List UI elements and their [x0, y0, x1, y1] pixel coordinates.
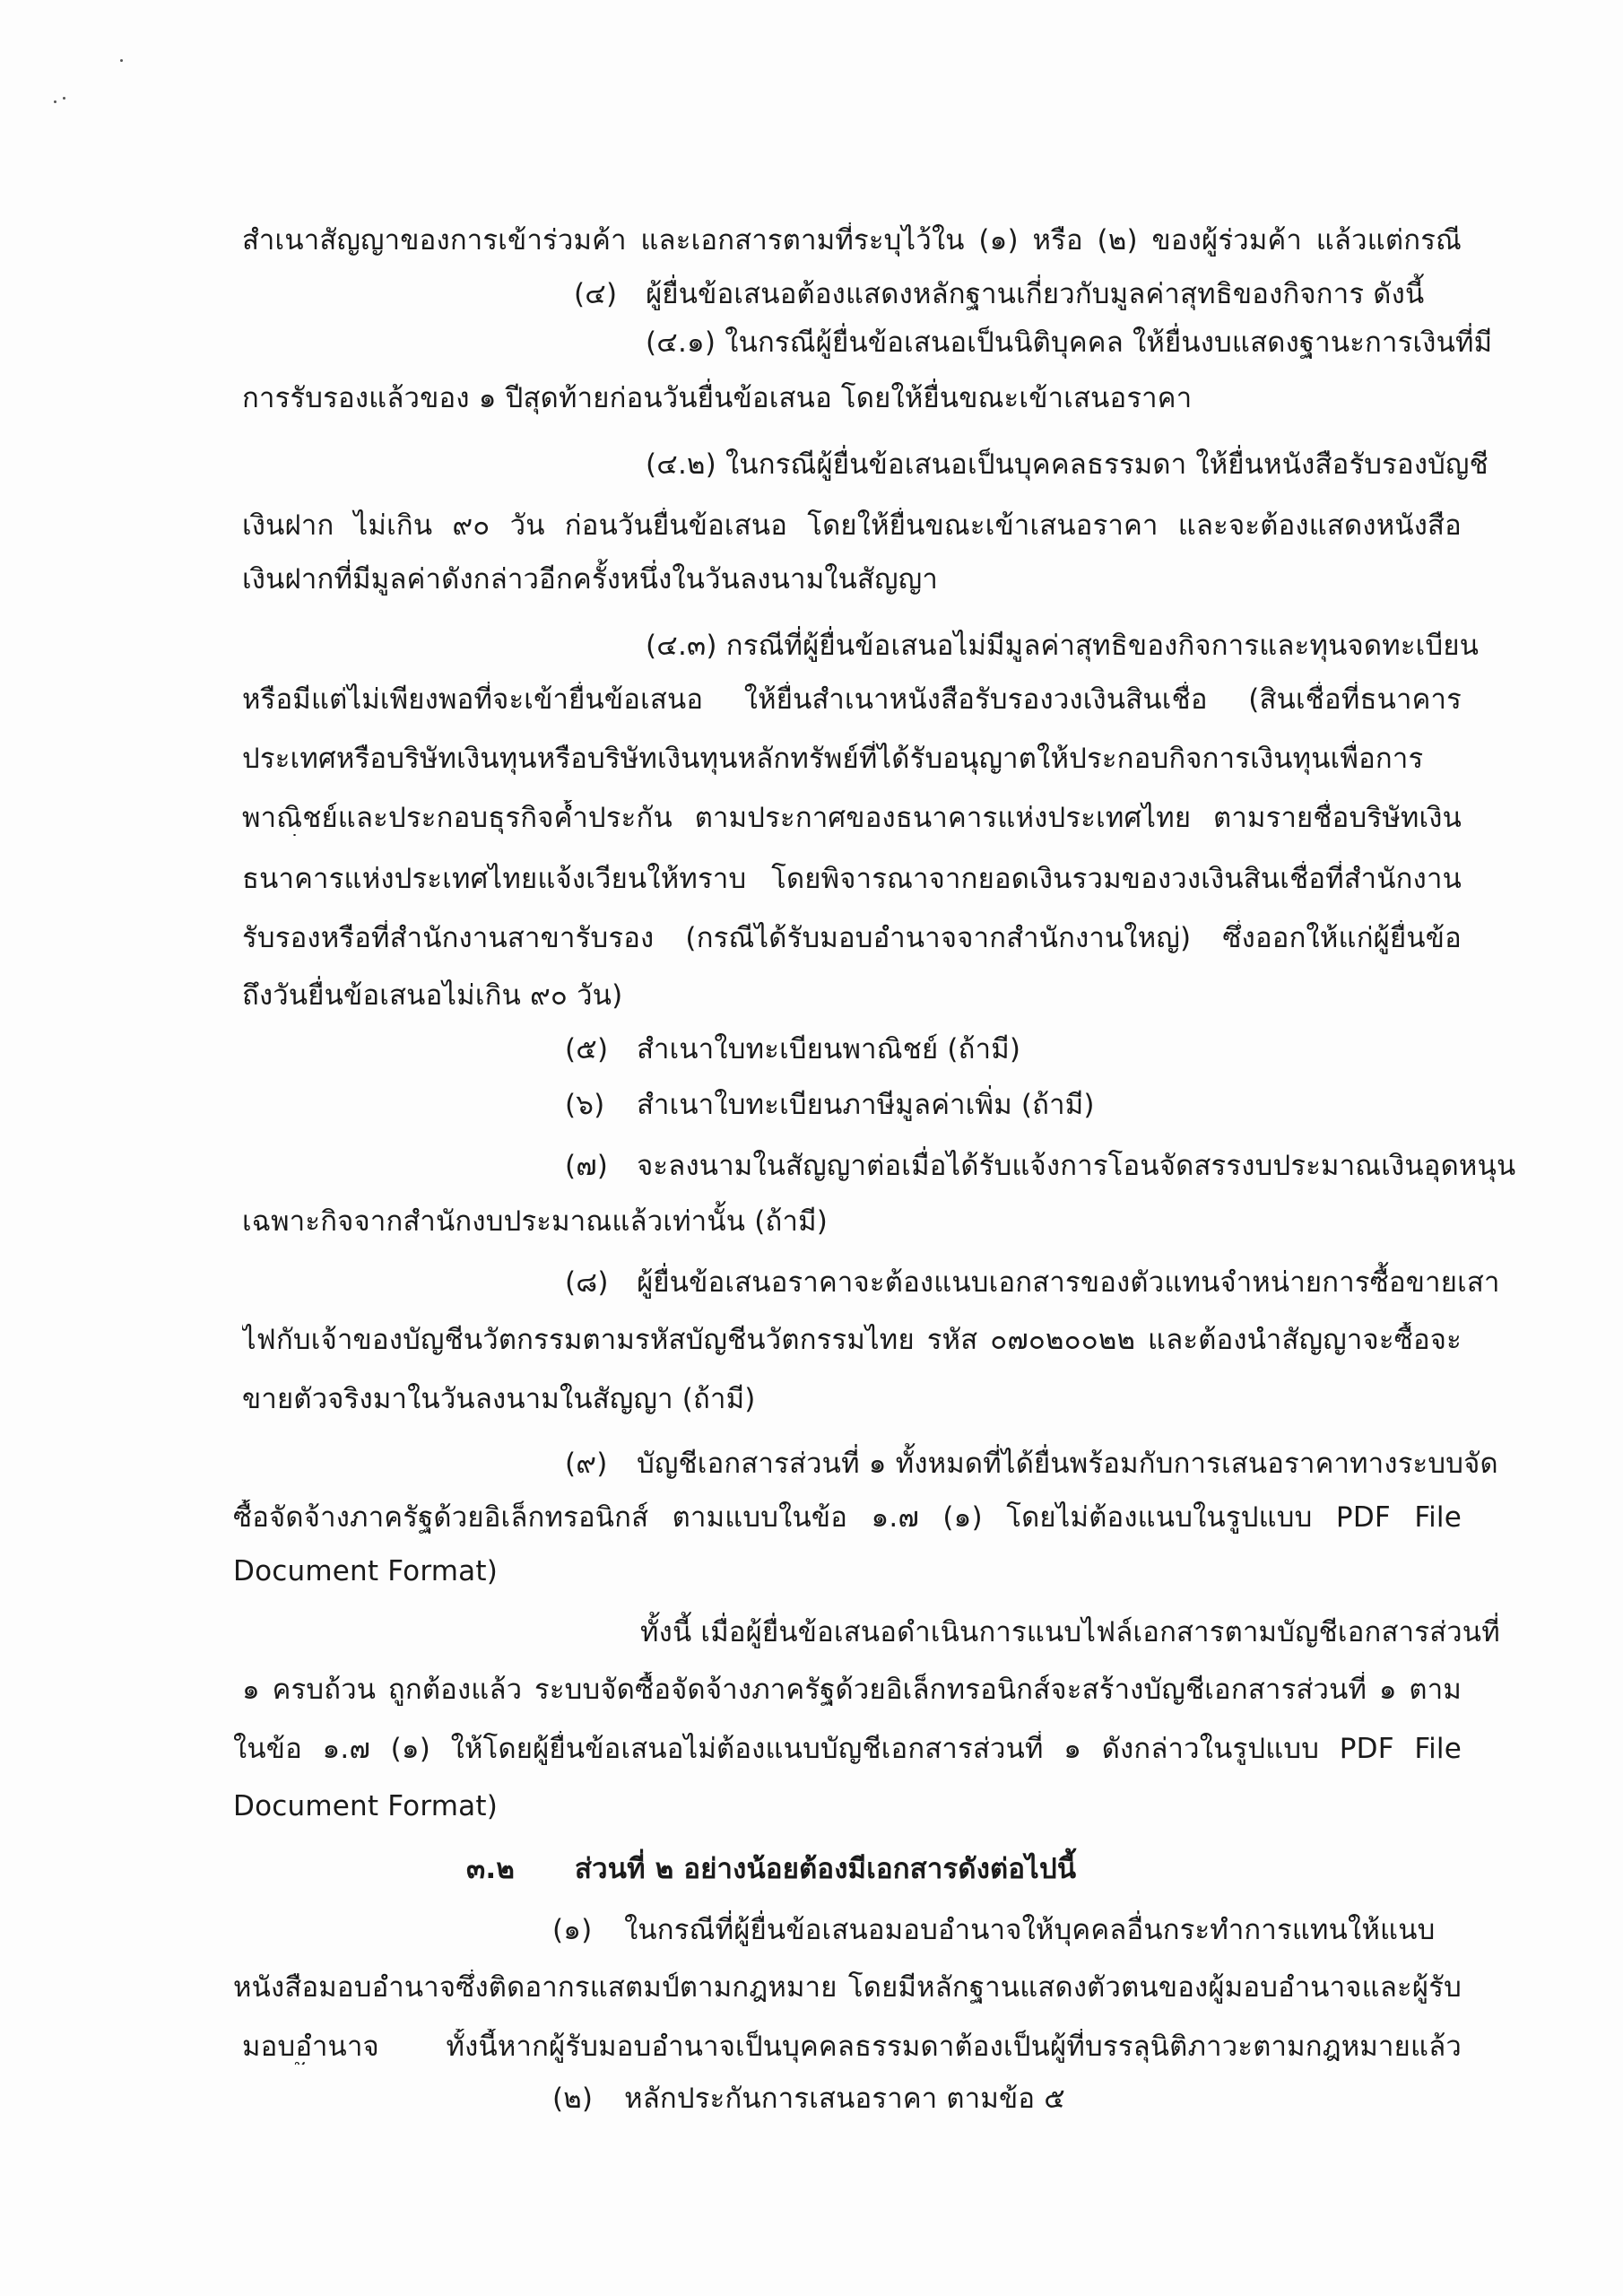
sub-item-4-3: (๔.๓) กรณีที่ผู้ยื่นข้อเสนอไม่มีมูลค่าสุทธิของกิจการและทุนจดทะเบียน: [646, 630, 1480, 662]
item-number: (๘): [565, 1266, 609, 1299]
section-title: ส่วนที่ ๒ อย่างน้อยต้องมีเอกสารดังต่อไปนี้: [575, 1853, 1077, 1885]
scan-speck: [54, 100, 56, 103]
text-line: ไฟกับเจ้าของบัญชีนวัตกรรมตามรหัสบัญชีนวัตกรรมไทย รหัส ๐๗๐๒๐๐๒๒ และต้องนำสัญญาจะซื้อจะ: [242, 1324, 1462, 1356]
item-text: สำเนาใบทะเบียนภาษีมูลค่าเพิ่ม (ถ้ามี): [637, 1089, 1095, 1121]
text-line: ถึงวันยื่นข้อเสนอไม่เกิน ๙๐ วัน): [242, 979, 623, 1012]
text-line: ขายตัวจริงมาในวันลงนามในสัญญา (ถ้ามี): [242, 1383, 756, 1415]
text-line: เฉพาะกิจจากสำนักงบประมาณแล้วเท่านั้น (ถ้ามี): [242, 1205, 829, 1238]
text-line: พาณิชย์และประกอบธุรกิจค้ำประกัน ตามประกาศของธนาคารแห่งประเทศไทย ตามรายชื่อบริษัทเงิน: [242, 802, 1462, 834]
text-line: หรือมีแต่ไม่เพียงพอที่จะเข้ายื่นข้อเสนอ ให้ยื่นสำเนาหนังสือรับรองวงเงินสินเชื่อ (สินเชื่อที่ธนาคาร: [242, 683, 1462, 716]
item-text: จะลงนามในสัญญาต่อเมื่อได้รับแจ้งการโอนจัดสรรงบประมาณเงินอุดหนุน: [637, 1150, 1516, 1182]
sub-item-4-2: (๔.๒) ในกรณีผู้ยื่นข้อเสนอเป็นบุคคลธรรมดา ให้ยื่นหนังสือรับรองบัญชี: [646, 448, 1488, 481]
text-line: สำเนาสัญญาของการเข้าร่วมค้า และเอกสารตามที่ระบุไว้ใน (๑) หรือ (๒) ของผู้ร่วมค้า แล้วแต่กรณี: [242, 224, 1462, 257]
list-item-4: [574, 276, 1424, 312]
text-line: ในข้อ ๑.๗ (๑) ให้โดยผู้ยื่นข้อเสนอไม่ต้องแนบบัญชีเอกสารส่วนที่ ๑ ดังกล่าวในรูปแบบ PDF File: [233, 1733, 1462, 1765]
item-text: ผู้ยื่นข้อเสนอต้องแสดงหลักฐานเกี่ยวกับมูลค่าสุทธิของกิจการ ดังนี้: [646, 278, 1425, 310]
list-item-8: [565, 1265, 1500, 1300]
text-line: Document Format): [233, 1790, 498, 1822]
item-number: (๑): [552, 1914, 593, 1946]
item-number: (๗): [565, 1150, 609, 1182]
text-line: ซื้อจัดจ้างภาครัฐด้วยอิเล็กทรอนิกส์ ตามแบบในข้อ ๑.๗ (๑) โดยไม่ต้องแนบในรูปแบบ PDF File: [233, 1501, 1462, 1534]
list-item-1: [552, 1912, 1435, 1948]
text-line: รับรองหรือที่สำนักงานสาขารับรอง (กรณีได้รับมอบอำนาจจากสำนักงานใหญ่) ซึ่งออกให้แก่ผู้ยื่นข้อ: [242, 922, 1462, 954]
item-number: (๒): [552, 2083, 594, 2115]
item-text: ผู้ยื่นข้อเสนอราคาจะต้องแนบเอกสารของตัวแทนจำหน่ายการซื้อขายเสา: [637, 1266, 1500, 1299]
text-line: หนังสือมอบอำนาจซึ่งติดอากรแสตมป์ตามกฎหมาย โดยมีหลักฐานแสดงตัวตนของผู้มอบอำนาจและผู้รับ: [233, 1971, 1462, 2004]
text-line: เงินฝากที่มีมูลค่าดังกล่าวอีกครั้งหนึ่งในวันลงนามในสัญญา: [242, 563, 939, 596]
item-text: ในกรณีที่ผู้ยื่นข้อเสนอมอบอำนาจให้บุคคลอื่นกระทำการแทนให้แนบ: [624, 1914, 1436, 1946]
item-text: บัญชีเอกสารส่วนที่ ๑ ทั้งหมดที่ได้ยื่นพร้อมกับการเสนอราคาทางระบบจัด: [637, 1448, 1498, 1480]
text-line: ประเทศหรือบริษัทเงินทุนหรือบริษัทเงินทุนหลักทรัพย์ที่ได้รับอนุญาตให้ประกอบกิจการเงินทุนเพื่อการ: [242, 743, 1424, 775]
item-number: (๖): [565, 1089, 605, 1121]
text-line: ธนาคารแห่งประเทศไทยแจ้งเวียนให้ทราบ โดยพิจารณาจากยอดเงินรวมของวงเงินสินเชื่อที่สำนักงาน: [242, 863, 1462, 895]
item-number: (๕): [565, 1033, 609, 1065]
list-item-6: [565, 1087, 1095, 1123]
text-line: มอบอำนาจ ทั้งนี้หากผู้รับมอบอำนาจเป็นบุคคลธรรมดาต้องเป็นผู้ที่บรรลุนิติภาวะตามกฎหมายแล้ว: [242, 2031, 1462, 2063]
scan-speck: [63, 97, 65, 100]
list-item-7: [565, 1148, 1515, 1184]
item-text: หลักประกันการเสนอราคา ตามข้อ ๕: [624, 2083, 1065, 2115]
text-line: การรับรองแล้วของ ๑ ปีสุดท้ายก่อนวันยื่นข้อเสนอ โดยให้ยื่นขณะเข้าเสนอราคา: [242, 382, 1193, 414]
item-number: (๔): [574, 278, 618, 310]
text-line: เงินฝาก ไม่เกิน ๙๐ วัน ก่อนวันยื่นข้อเสนอ โดยให้ยื่นขณะเข้าเสนอราคา และจะต้องแสดงหนังสือ: [242, 509, 1462, 542]
item-number: (๙): [565, 1448, 608, 1480]
item-text: สำเนาใบทะเบียนพาณิชย์ (ถ้ามี): [637, 1033, 1021, 1065]
list-item-5: [565, 1031, 1020, 1067]
text-line: Document Format): [233, 1555, 498, 1587]
list-item-2: [552, 2081, 1065, 2117]
section-heading-3-2: [466, 1851, 1076, 1887]
list-item-9: [565, 1446, 1498, 1482]
sub-item-4-1: (๔.๑) ในกรณีผู้ยื่นข้อเสนอเป็นนิติบุคคล ให้ยื่นงบแสดงฐานะการเงินที่มี: [646, 326, 1493, 359]
scan-speck: [120, 59, 123, 62]
text-line: ๑ ครบถ้วน ถูกต้องแล้ว ระบบจัดซื้อจัดจ้างภาครัฐด้วยอิเล็กทรอนิกส์จะสร้างบัญชีเอกสารส่วนที่ ๑ ตาม: [242, 1674, 1462, 1706]
section-number: ๓.๒: [466, 1853, 516, 1885]
paragraph-note: ทั้งนี้ เมื่อผู้ยื่นข้อเสนอดำเนินการแนบไฟล์เอกสารตามบัญชีเอกสารส่วนที่: [640, 1616, 1500, 1648]
